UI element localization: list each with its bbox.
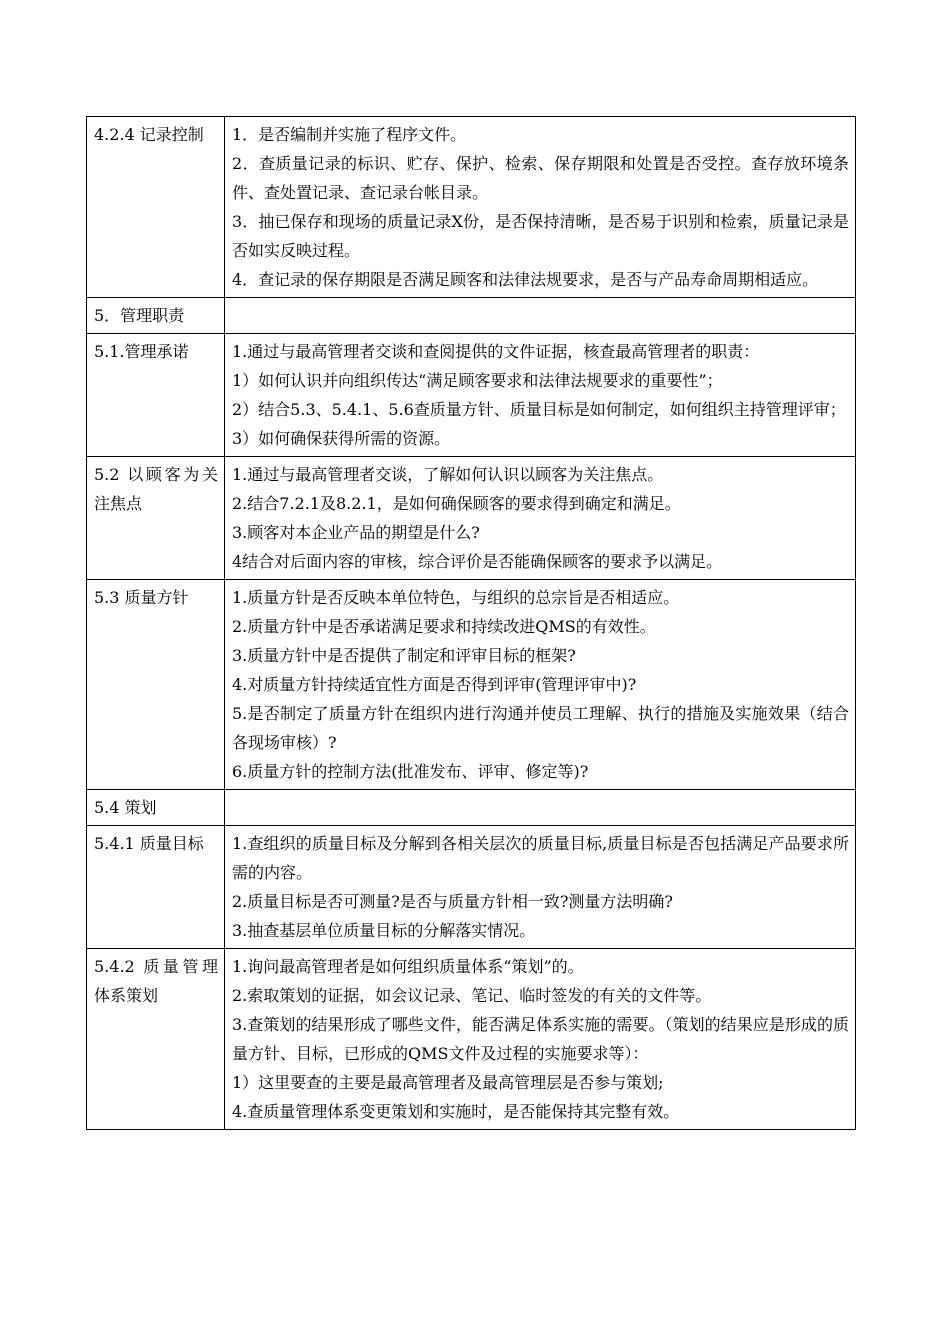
table-row bbox=[87, 790, 856, 826]
check-item: 4.对质量方针持续适宜性方面是否得到评审(管理评审中)? bbox=[232, 675, 637, 694]
clause-cell: 5.3 质量方针 bbox=[87, 580, 225, 790]
table-body bbox=[87, 117, 856, 1130]
clause-cell: 5．管理职责 bbox=[87, 298, 225, 334]
check-item: 3.质量方针中是否提供了制定和评审目标的框架? bbox=[232, 646, 576, 665]
clause-cell: 5.4.2 质量管理体系策划 bbox=[87, 949, 225, 1130]
table-row bbox=[87, 117, 856, 298]
clause-cell: 4.2.4 记录控制 bbox=[87, 117, 225, 298]
check-item: 3.查策划的结果形成了哪些文件，能否满足体系实施的需要。（策划的结果应是形成的质量方针、目标，已形成的QMS文件及过程的实施要求等）： bbox=[232, 1015, 849, 1063]
checks-cell bbox=[225, 298, 856, 334]
check-item: 1.询问最高管理者是如何组织质量体系“策划”的。 bbox=[232, 957, 584, 976]
check-item: 2.索取策划的证据，如会议记录、笔记、临时签发的有关的文件等。 bbox=[232, 986, 712, 1005]
clause-cell: 5.1.管理承诺 bbox=[87, 334, 225, 457]
check-item: 1.质量方针是否反映本单位特色，与组织的总宗旨是否相适应。 bbox=[232, 588, 680, 607]
table-row bbox=[87, 457, 856, 580]
checks-cell bbox=[225, 334, 856, 457]
check-item: 6.质量方针的控制方法(批准发布、评审、修定等)? bbox=[232, 762, 589, 781]
check-item: 2．查质量记录的标识、贮存、保护、检索、保存期限和处置是否受控。查存放环境条件、查处置记录、查记录台帐目录。 bbox=[232, 154, 849, 202]
check-item: 1.通过与最高管理者交谈，了解如何认识以顾客为关注焦点。 bbox=[232, 465, 664, 484]
check-item: 1.查组织的质量目标及分解到各相关层次的质量目标,质量目标是否包括满足产品要求所需的内容。 bbox=[232, 834, 849, 882]
table-row bbox=[87, 334, 856, 457]
clause-cell: 5.4.1 质量目标 bbox=[87, 826, 225, 949]
checks-cell bbox=[225, 790, 856, 826]
checks-cell bbox=[225, 826, 856, 949]
clause-cell: 5.4 策划 bbox=[87, 790, 225, 826]
empty-line bbox=[232, 793, 849, 822]
checks-cell bbox=[225, 117, 856, 298]
table-row bbox=[87, 298, 856, 334]
check-item: 3．抽已保存和现场的质量记录Ⅹ份，是否保持清晰，是否易于识别和检索，质量记录是否如实反映过程。 bbox=[232, 212, 849, 260]
check-item: 1）这里要查的主要是最高管理者及最高管理层是否参与策划; bbox=[232, 1073, 664, 1092]
check-item: 1）如何认识并向组织传达“满足顾客要求和法律法规要求的重要性”； bbox=[232, 371, 723, 390]
check-item: 4.查质量管理体系变更策划和实施时，是否能保持其完整有效。 bbox=[232, 1102, 680, 1121]
empty-line bbox=[232, 301, 849, 330]
check-item: 3）如何确保获得所需的资源。 bbox=[232, 429, 451, 448]
check-item: 3.抽查基层单位质量目标的分解落实情况。 bbox=[232, 921, 536, 940]
check-item: 5.是否制定了质量方针在组织内进行沟通并使员工理解、执行的措施及实施效果（结合各现场审核）? bbox=[232, 704, 849, 752]
audit-checklist-table bbox=[86, 116, 856, 1130]
check-item: 4结合对后面内容的审核，综合评价是否能确保顾客的要求予以满足。 bbox=[232, 552, 723, 571]
check-item: 1．是否编制并实施了程序文件。 bbox=[232, 125, 467, 144]
checks-cell bbox=[225, 949, 856, 1130]
table-row bbox=[87, 949, 856, 1130]
check-item: 2.质量方针中是否承诺满足要求和持续改进QMS的有效性。 bbox=[232, 617, 656, 636]
checks-cell bbox=[225, 580, 856, 790]
table-row bbox=[87, 580, 856, 790]
check-item: 2.结合7.2.1及8.2.1，是如何确保顾客的要求得到确定和满足。 bbox=[232, 494, 681, 513]
check-item: 1.通过与最高管理者交谈和查阅提供的文件证据，核查最高管理者的职责： bbox=[232, 342, 760, 361]
table-row bbox=[87, 826, 856, 949]
check-item: 2.质量目标是否可测量?是否与质量方针相一致?测量方法明确? bbox=[232, 892, 674, 911]
check-item: 4．查记录的保存期限是否满足顾客和法律法规要求，是否与产品寿命周期相适应。 bbox=[232, 270, 819, 289]
check-item: 3.顾客对本企业产品的期望是什么? bbox=[232, 523, 480, 542]
check-item: 2）结合5.3、5.4.1、5.6查质量方针、质量目标是如何制定，如何组织主持管理评审； bbox=[232, 400, 846, 419]
checks-cell bbox=[225, 457, 856, 580]
clause-cell: 5.2 以顾客为关注焦点 bbox=[87, 457, 225, 580]
